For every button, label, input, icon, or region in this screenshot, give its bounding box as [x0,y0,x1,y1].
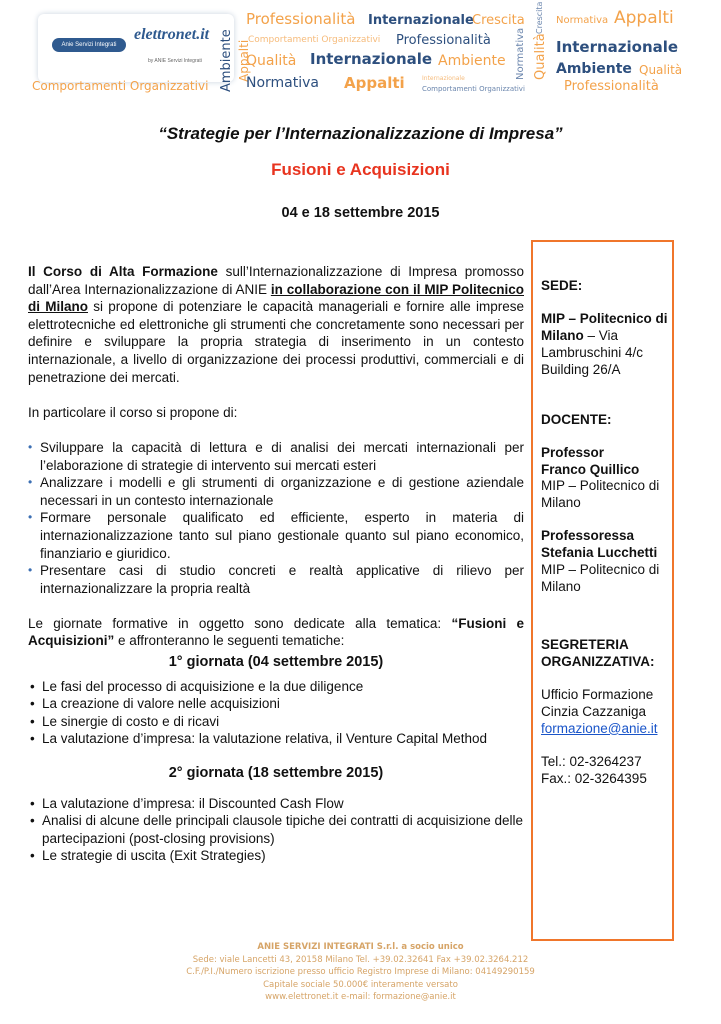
sede-name: MIP – Politecnico di Milano [541,311,668,344]
docente-1-affiliation: MIP – Politecnico di Milano [541,478,660,511]
bullet-icon: • [28,475,33,490]
sede-label: SEDE: [541,278,583,293]
word-cloud-word: Appalti [344,74,405,92]
docente-2-name: Stefania Lucchetti [541,545,658,561]
bullet-icon: • [30,678,35,694]
word-cloud-word: Normativa [246,75,320,91]
word-cloud-word: Normativa [556,15,609,26]
course-dates: 04 e 18 settembre 2015 [281,205,440,221]
elettronet-logo [38,14,234,82]
header-banner [28,1,692,102]
topic-text: Analisi di alcune delle principali clausole tipiche dei contratti di acquisizione delle partecipazioni (post-closing provisions) [42,813,524,846]
word-cloud-word: Professionalità [246,10,356,28]
objectives-list [28,439,524,597]
segreteria-office: Ufficio Formazione [541,687,654,703]
word-cloud-word: Crescita [535,1,544,34]
list-item [28,730,524,748]
day2-title: 2° giornata (18 settembre 2015) [168,765,384,782]
docente-2-title: Professoressa [541,528,635,544]
bullet-icon: • [30,713,35,729]
word-cloud-word: Comportamenti Organizzativi [32,79,209,93]
list-item [28,562,524,597]
bullet-icon: • [30,696,35,712]
day1-list [28,678,524,748]
word-cloud-word: Internazionale [422,75,465,82]
word-cloud-word: Ambiente [438,53,506,69]
main-column [28,263,524,865]
bullet-icon: • [30,731,35,747]
day1-title: 1° giornata (04 settembre 2015) [168,654,384,671]
list-item [28,695,524,713]
docente-label: DOCENTE: [541,411,612,427]
word-cloud-word: Professionalità [396,33,491,48]
topic-text: Le fasi del processo di acquisizione e la due diligence [42,678,364,694]
word-cloud-word: Appalti [614,8,674,28]
intro-text-1: sull’Internazionalizzazione di Impresa promosso dall’Area Internazionalizzazione di ANIE [28,264,524,297]
topic-text: Le strategie di uscita (Exit Strategies) [42,848,266,864]
logo-tag: Anie Servizi Integrati [52,38,126,52]
logo-name: elettronet.it [134,26,210,43]
word-cloud-word: Comportamenti Organizzativi [248,35,381,45]
segreteria-label: SEGRETERIA ORGANIZZATIVA: [541,637,655,669]
footer-contacts: www.elettronet.it e-mail: formazione@anie.it [265,992,456,1003]
bullet-icon: • [30,813,35,829]
bullet-icon: • [28,439,33,454]
sede-address: – Via Lambruschini 4/c Building 26/A [541,328,644,377]
telephone: Tel.: 02-3264237 [541,754,642,770]
objective-text: Analizzare i modelli e gli strumenti di organizzazione e di gestione aziendale necessari in un contesto internazionale [40,475,524,508]
objective-text: Formare personale qualificato ed efficiente, esperto in materia di internazionalizzazione tanto sul piano gestionale quanto sul piano economico, finanziario e giuridico. [40,510,524,561]
word-cloud-word: Professionalità [564,79,659,94]
intro-bold: Il Corso di Alta Formazione [28,264,218,279]
fax: Fax.: 02-3264395 [541,770,647,786]
word-cloud-word: Internazionale [310,50,433,68]
list-item [28,795,524,813]
word-cloud-word: Normativa [515,27,526,80]
list-item [28,812,524,847]
list-item [28,713,524,731]
logo-subtitle: by ANIE Servizi Integrati [148,58,202,64]
giornate-paragraph [28,615,524,650]
word-cloud-word: Qualità [639,63,683,77]
intro-text-2: si propone di potenziare le capacità manageriali e fornire alle imprese elettrotecniche ed elettroniche gli strumenti che concretamente sono necessari per definire e sviluppare la propria strategia di inserimento in un contesto internazionale, a livello di organizzazione dei processi produttivi, commerciali e di penetrazione dei mercati. [28,299,524,385]
giornate-text-2: e affronteranno le seguenti tematiche: [114,633,345,649]
day2-list [28,795,524,865]
collaboration-text: in collaborazione con il MIP Politecnico di Milano [28,281,524,315]
objective-text: Sviluppare la capacità di lettura e di analisi dei mercati internazionali per l’elaborazione di strategie di intervento sui mercati esteri [40,439,524,473]
bullet-icon: • [28,563,33,578]
word-cloud-word: Internazionale [556,38,679,56]
bullet-icon: • [28,510,33,525]
docente-1-title: Professor [541,444,605,460]
list-item [28,678,524,696]
footer-company: ANIE SERVIZI INTEGRATI S.r.l. a socio unico [257,942,464,952]
email-link[interactable]: formazione@anie.it [541,720,658,736]
giornate-text-1: Le giornate formative in oggetto sono dedicate alla tematica: [28,615,452,631]
topic-text: La creazione di valore nelle acquisizioni [42,696,280,712]
word-cloud-word: Ambiente [219,29,234,92]
footer-registry: C.F./P.I./Numero iscrizione presso ufficio Registro Imprese di Milano: 04149290159 [186,967,535,978]
list-item [28,439,524,474]
segreteria-person: Cinzia Cazzaniga [541,704,647,720]
info-sidebar [541,278,671,788]
objective-text: Presentare casi di studio concreti e realtà applicative di rilievo per internazionalizzare la propria realtà [40,563,524,596]
objectives-lead: In particolare il corso si propone di: [28,404,238,420]
topic-text: Le sinergie di costo e di ricavi [42,713,220,729]
word-cloud-word: Crescita [472,13,525,28]
topic-text: La valutazione d’impresa: la valutazione relativa, il Venture Capital Method [42,731,488,747]
word-cloud-word: Appalti [237,39,251,82]
docente-1-name: Franco Quillico [541,461,640,477]
bullet-icon: • [30,795,35,811]
footer-address: Sede: viale Lancetti 43, 20158 Milano Tel. +39.02.32641 Fax +39.02.3264.212 [192,954,529,965]
word-cloud-word: Qualità [533,33,548,80]
docente-2-affiliation: MIP – Politecnico di Milano [541,561,660,594]
company-footer [0,941,721,1004]
word-cloud-word: Qualità [246,53,297,69]
bullet-icon: • [30,848,35,864]
word-cloud-word: Comportamenti Organizzativi [422,85,525,93]
list-item [28,847,524,865]
list-item [28,474,524,509]
document-title: “Strategie per l’Internazionalizzazione di Impresa” [158,124,563,143]
document-subtitle: Fusioni e Acquisizioni [271,160,450,179]
topic-text: La valutazione d’impresa: il Discounted Cash Flow [42,795,344,811]
giornate-topic: “Fusioni e Acquisizioni” [28,615,524,649]
intro-paragraph [28,263,524,386]
word-cloud-word: Ambiente [556,61,632,77]
footer-capital: Capitale sociale 50.000€ interamente versato [263,979,458,990]
list-item [28,509,524,562]
word-cloud-word: Internazionale [368,13,474,28]
